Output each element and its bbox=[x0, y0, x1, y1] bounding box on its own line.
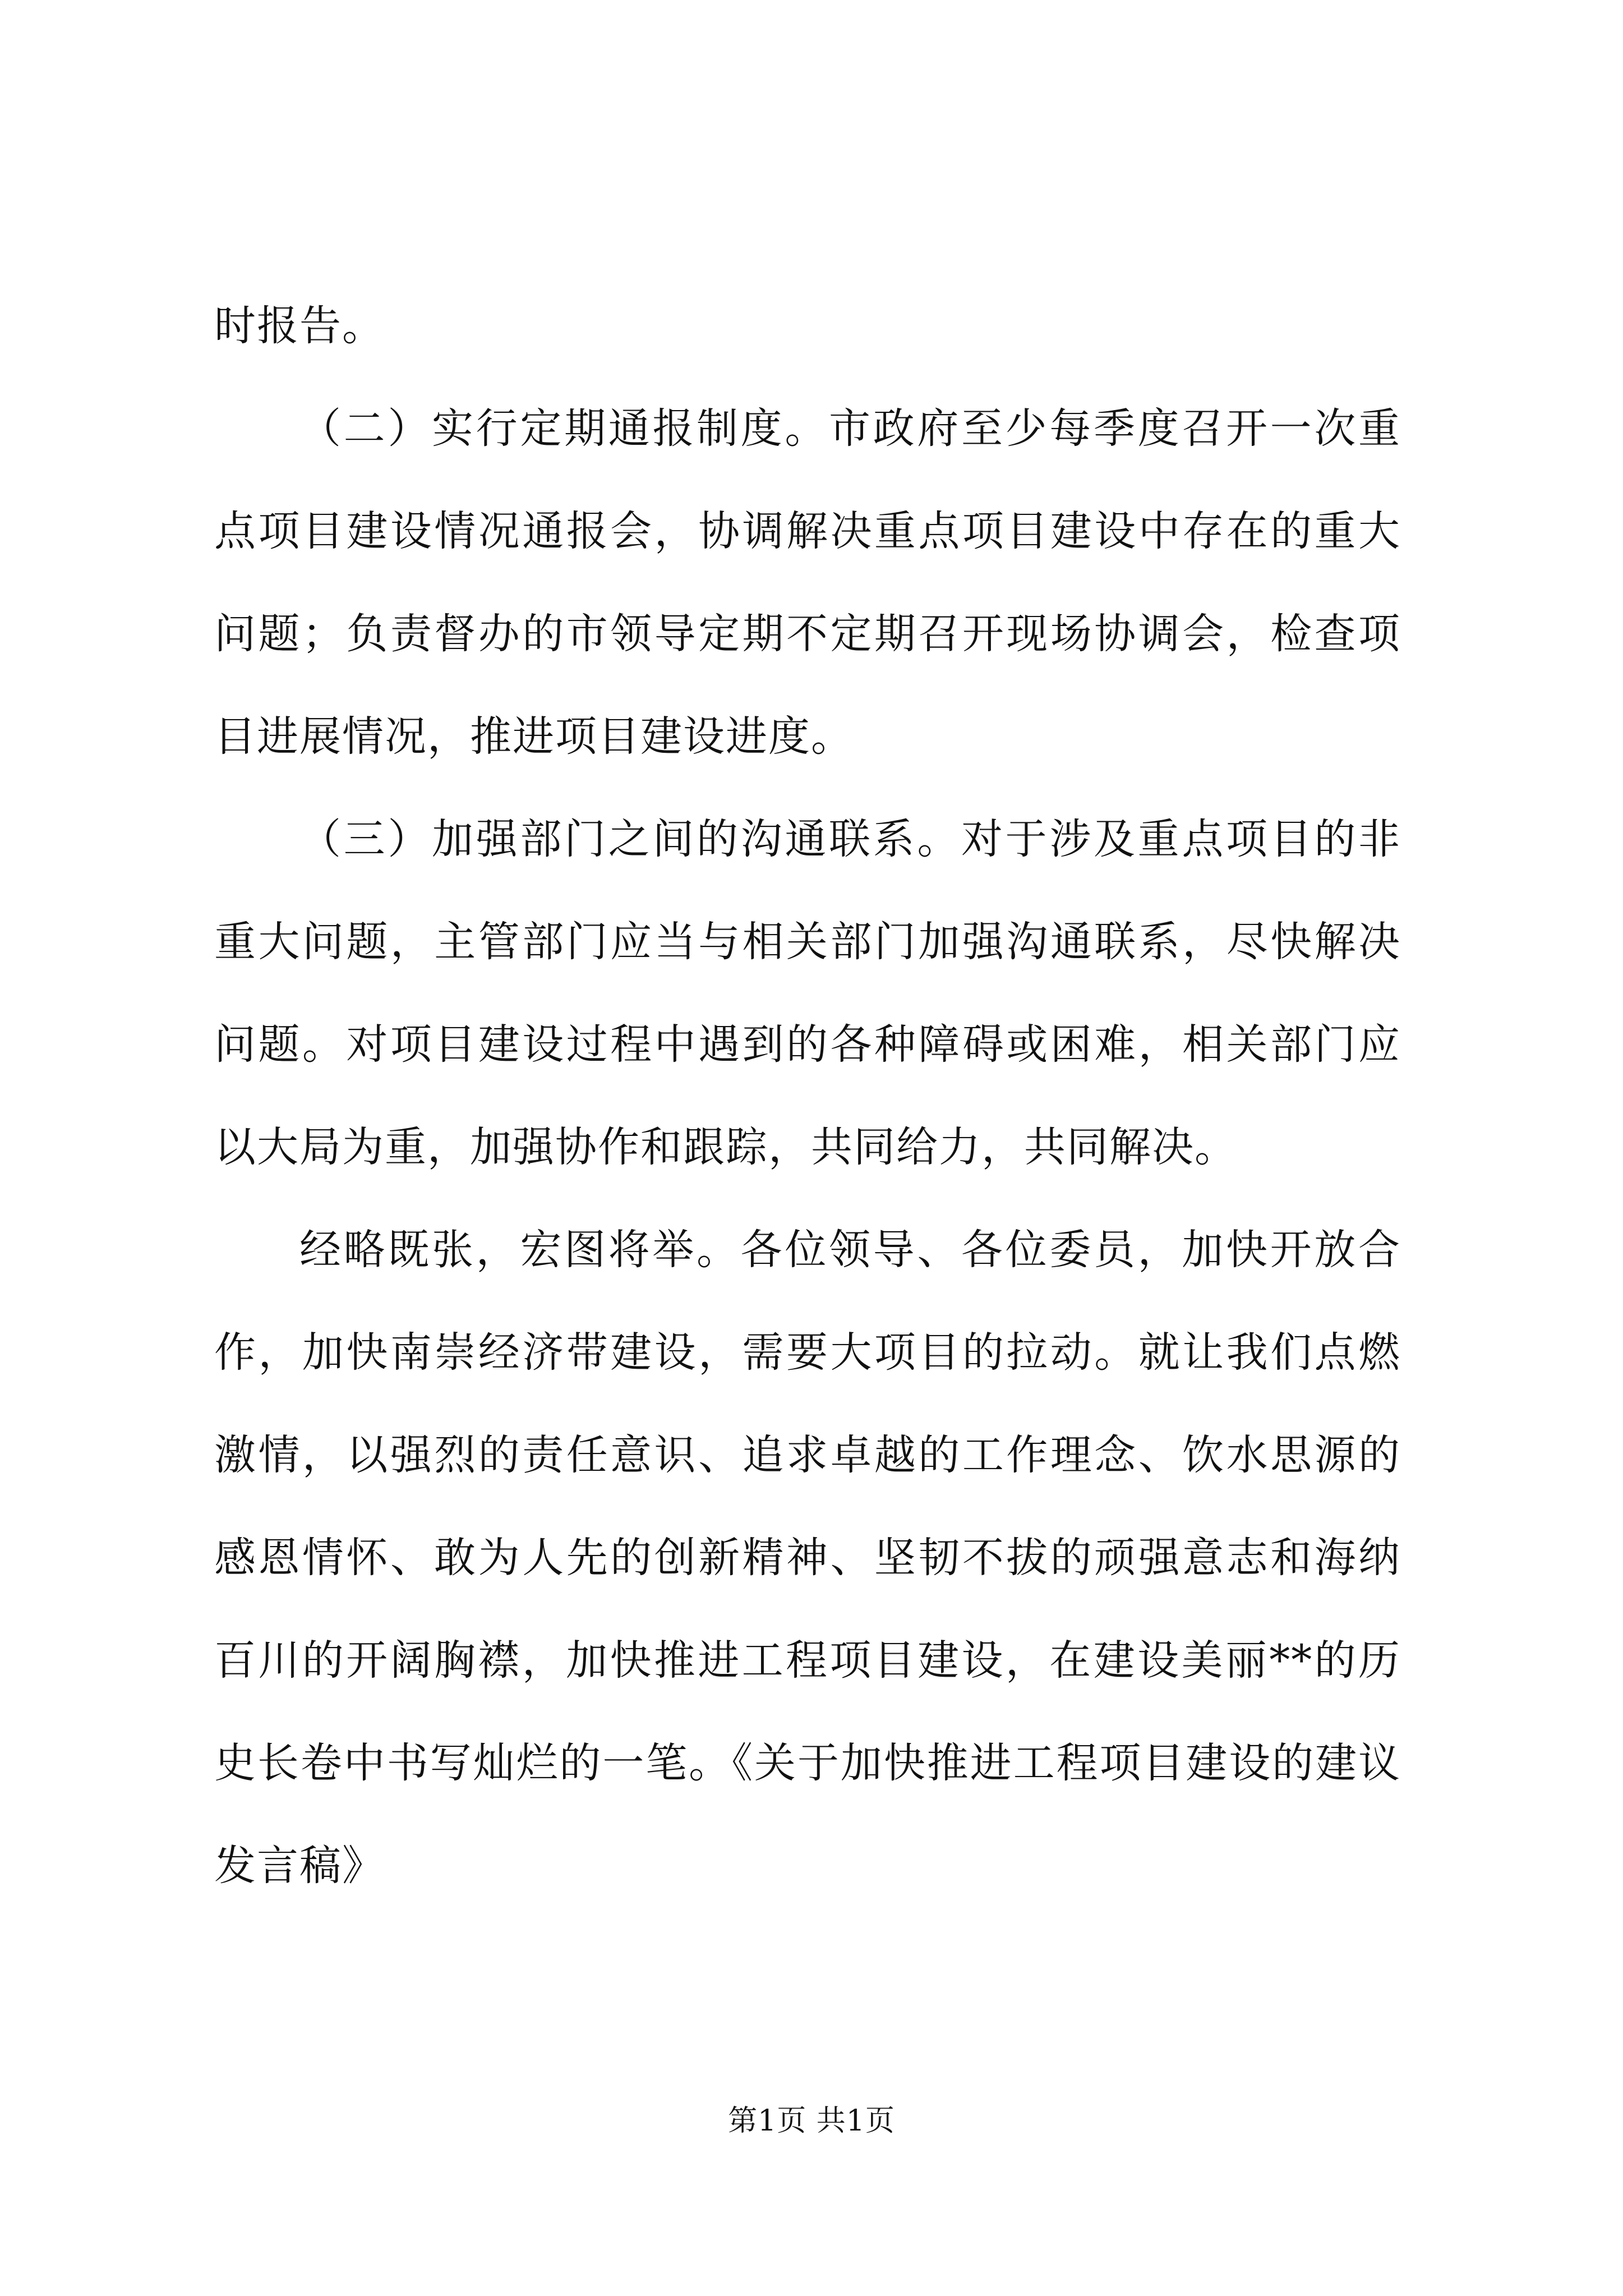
page-footer: 第1页 共1页 bbox=[728, 2104, 895, 2138]
paragraph-continuation: 时报告。 bbox=[214, 302, 385, 350]
document-body bbox=[214, 275, 1401, 1917]
paragraph-regular-reporting: （二）实行定期通报制度。市政府至少每季度召开一次重点项目建设情况通报会，协调解决重点项目建设中存在的重大问题；负责督办的市领导定期不定期召开现场协调会，检查项目进展情况，推进项目建设进度。 bbox=[214, 404, 1401, 761]
paragraph-department-communication: （三）加强部门之间的沟通联系。对于涉及重点项目的非重大问题，主管部门应当与相关部门加强沟通联系，尽快解决问题。对项目建设过程中遇到的各种障碍或困难，相关部门应以大局为重，加强协作和跟踪，共同给力，共同解决。 bbox=[214, 815, 1401, 1171]
paragraph-closing-remarks: 经略既张，宏图将举。各位领导、各位委员，加快开放合作，加快南崇经济带建设，需要大项目的拉动。就让我们点燃激情，以强烈的责任意识、追求卓越的工作理念、饮水思源的感恩情怀、敢为人先的创新精神、坚韧不拔的顽强意志和海纳百川的开阔胸襟，加快推进工程项目建设，在建设美丽**的历史长卷中书写灿烂的一笔。《关于加快推进工程项目建设的建议发言稿》 bbox=[214, 1226, 1401, 1890]
